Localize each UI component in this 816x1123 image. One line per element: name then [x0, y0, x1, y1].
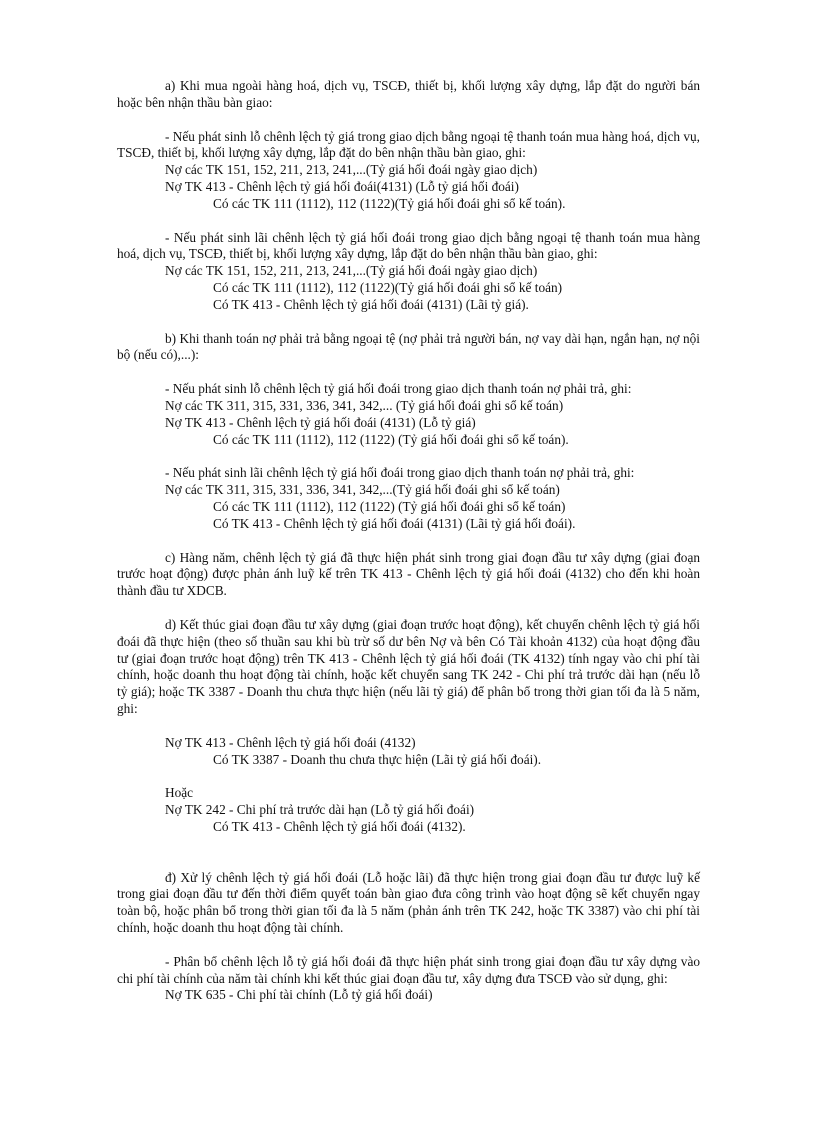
- entry-a2-credit-1: Có các TK 111 (1112), 112 (1122)(Tỷ giá hối đoái ghi sổ kế toán): [213, 279, 563, 295]
- entry-block-a1: [117, 129, 700, 213]
- entry-a2-description: - Nếu phát sinh lãi chênh lệch tỷ giá hối đoái trong giao dịch bằng ngoại tệ thanh toán mua hàng hoá, dịch vụ, TSCĐ, thiết bị, khối lượng xây dựng, lắp đặt do bên nhận thầu bàn giao, ghi:: [117, 229, 700, 262]
- entry-block-b1: [117, 381, 700, 448]
- paragraph-dd: đ) Xử lý chênh lệch tỷ giá hối đoái (Lỗ hoặc lãi) đã thực hiện trong giai đoạn đầu tư được luỹ kế trong giai đoạn đầu tư đến thời điểm quyết toán bàn giao đưa công trình vào hoạt động sẽ kết chuyển ngay toàn bộ, hoặc phân bổ trong thời gian tối đa là 5 năm (phản ánh trên TK 242, hoặc TK 3387) vào chi phí tài chính, hoặc doanh thu hoạt động tài chính.: [117, 869, 700, 936]
- spacer: [117, 213, 700, 230]
- entry-d-or: Hoặc: [165, 785, 194, 801]
- entry-block-d2: [117, 785, 700, 835]
- spacer: [117, 364, 700, 381]
- entry-b2-debit: Nợ các TK 311, 315, 331, 336, 341, 342,...(Tỷ giá hối đoái ghi sổ kế toán): [165, 482, 560, 498]
- entry-d-debit-2: Nợ TK 242 - Chi phí trả trước dài hạn (Lỗ tỷ giá hối đoái): [165, 802, 475, 818]
- entry-d-debit-1: Nợ TK 413 - Chênh lệch tỷ giá hối đoái (4132): [165, 734, 416, 750]
- paragraph-a-intro: a) Khi mua ngoài hàng hoá, dịch vụ, TSCĐ, thiết bị, khối lượng xây dựng, lắp đặt do người bán hoặc bên nhận thầu bàn giao:: [117, 78, 700, 110]
- spacer: [117, 768, 700, 785]
- entry-b1-credit: Có các TK 111 (1112), 112 (1122) (Tỷ giá hối đoái ghi sổ kế toán).: [213, 431, 569, 447]
- paragraph-d: d) Kết thúc giai đoạn đầu tư xây dựng (giai đoạn trước hoạt động), kết chuyển chênh lệch tỷ giá hối đoái đã thực hiện (theo số thuần sau khi bù trừ số dư bên Nợ và bên Có Tài khoản 4132) của hoạt động đầu tư (giai đoạn trước hoạt động) trên TK 413 - Chênh lệch tỷ giá hối đoái (TK 4132) tính ngay vào chi phí tài chính, hoặc doanh thu hoạt động tài chính, hoặc kết chuyển sang TK 242 - Chi phí trả trước dài hạn (nếu lỗ tỷ giá); hoặc TK 3387 - Doanh thu chưa thực hiện (nếu lãi tỷ giá) để phân bổ trong thời gian tối đa là 5 năm, ghi:: [117, 616, 700, 716]
- spacer: [117, 533, 700, 550]
- entry-b1-debit-1: Nợ các TK 311, 315, 331, 336, 341, 342,... (Tỷ giá hối đoái ghi sổ kế toán): [165, 397, 564, 413]
- spacer: [117, 718, 700, 735]
- entry-a2-debit: Nợ các TK 151, 152, 211, 213, 241,...(Tỷ giá hối đoái ngày giao dịch): [165, 263, 538, 279]
- entry-a1-credit: Có các TK 111 (1112), 112 (1122)(Tỷ giá hối đoái ghi sổ kế toán).: [213, 195, 566, 211]
- entry-dd1-description: - Phân bổ chênh lệch lỗ tỷ giá hối đoái đã thực hiện phát sinh trong giai đoạn đầu tư xây dựng vào chi phí tài chính của năm tài chính khi kết thúc giai đoạn đầu tư, xây dựng đưa TSCĐ vào sử dụng, ghi:: [117, 953, 700, 986]
- entry-b1-description: - Nếu phát sinh lỗ chênh lệch tỷ giá hối đoái trong giao dịch thanh toán nợ phải trả, ghi:: [165, 381, 632, 397]
- spacer: [117, 448, 700, 465]
- entry-block-b2: [117, 465, 700, 532]
- entry-a1-description: - Nếu phát sinh lỗ chênh lệch tỷ giá trong giao dịch bằng ngoại tệ thanh toán mua hàng hoá, dịch vụ, TSCĐ, thiết bị, khối lượng xây dựng, lắp đặt do bên nhận thầu bàn giao, ghi:: [117, 128, 700, 161]
- entry-a1-debit-2: Nợ TK 413 - Chênh lệch tỷ giá hối đoái(4131) (Lỗ tỷ giá hối đoái): [165, 178, 519, 194]
- spacer: [117, 836, 700, 870]
- entry-a1-debit-1: Nợ các TK 151, 152, 211, 213, 241,...(Tỷ giá hối đoái ngày giao dịch): [165, 162, 538, 178]
- entry-b1-debit-2: Nợ TK 413 - Chênh lệch tỷ giá hối đoái (4131) (Lỗ tỷ giá): [165, 414, 476, 430]
- spacer: [117, 112, 700, 129]
- entry-block-d1: [117, 735, 700, 769]
- entry-b2-credit-2: Có TK 413 - Chênh lệch tỷ giá hối đoái (4131) (Lãi tỷ giá hối đoái).: [213, 515, 576, 531]
- spacer: [117, 314, 700, 331]
- entry-d-credit-2: Có TK 413 - Chênh lệch tỷ giá hối đoái (4132).: [213, 818, 466, 834]
- entry-block-dd1: [117, 954, 700, 1004]
- document-body: [117, 78, 700, 1004]
- entry-b2-description: - Nếu phát sinh lãi chênh lệch tỷ giá hối đoái trong giao dịch thanh toán nợ phải trả, ghi:: [165, 465, 635, 481]
- entry-dd1-debit: Nợ TK 635 - Chi phí tài chính (Lỗ tỷ giá hối đoái): [165, 987, 433, 1003]
- entry-b2-credit-1: Có các TK 111 (1112), 112 (1122) (Tỷ giá hối đoái ghi sổ kế toán): [213, 498, 566, 514]
- entry-a2-credit-2: Có TK 413 - Chênh lệch tỷ giá hối đoái (4131) (Lãi tỷ giá).: [213, 296, 529, 312]
- entry-block-a2: [117, 230, 700, 314]
- paragraph-c: c) Hàng năm, chênh lệch tỷ giá đã thực hiện phát sinh trong giai đoạn đầu tư xây dựng (giai đoạn trước hoạt động) được phản ánh luỹ kế trên TK 413 - Chênh lệch tỷ giá hối đoái (4132) cho đến khi hoàn thành đầu tư XDCB.: [117, 549, 700, 599]
- paragraph-b-intro: b) Khi thanh toán nợ phải trả bằng ngoại tệ (nợ phải trả người bán, nợ vay dài hạn, ngắn hạn, nợ nội bộ (nếu có),...):: [117, 330, 700, 363]
- spacer: [117, 600, 700, 617]
- spacer: [117, 937, 700, 954]
- entry-d-credit-1: Có TK 3387 - Doanh thu chưa thực hiện (Lãi tỷ giá hối đoái).: [213, 751, 542, 767]
